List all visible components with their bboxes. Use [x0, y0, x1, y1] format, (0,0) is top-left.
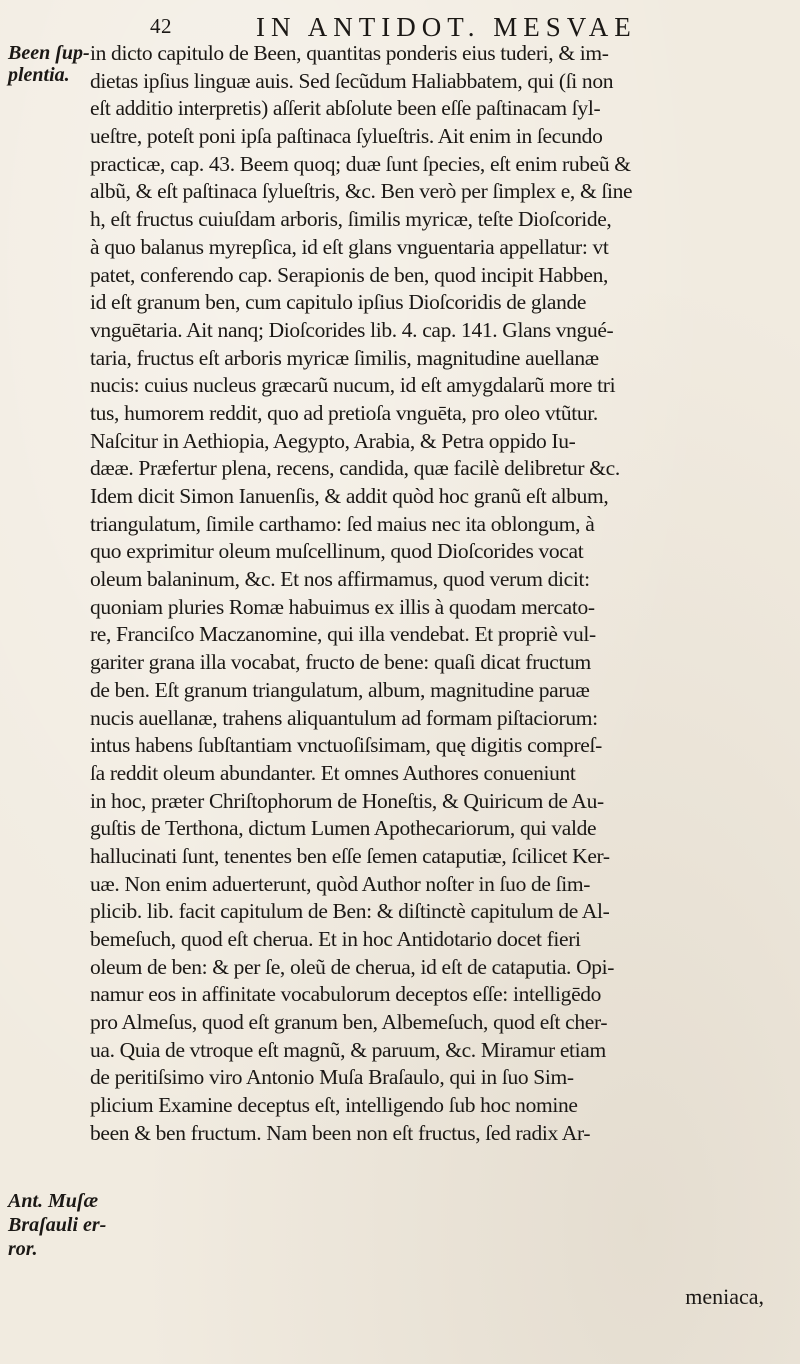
margin-note-musa-error-1: Ant. Muſæ [8, 1190, 99, 1212]
text-line: in dicto capitulo de Been, quantitas ponderis eius tuderi, & im- [90, 41, 609, 65]
text-line: bemeſuch, quod eſt cherua. Et in hoc Antidotario docet fieri [90, 927, 581, 951]
running-title: IN ANTIDOT. MESVAE [256, 12, 637, 42]
page-number: 42 [150, 14, 172, 38]
text-line: nucis auellanæ, trahens aliquantulum ad formam piſtaciorum: [90, 705, 598, 730]
text-line: id eſt granum ben, cum capitulo ipſius Dioſcoridis de glande [90, 290, 587, 315]
catchword: meniaca, [685, 1284, 764, 1309]
text-line: uæ. Non enim aduerterunt, quòd Author noſter in ſuo de ſim- [90, 871, 591, 896]
text-line: practicæ, cap. 43. Beem quoq; duæ ſunt ſpecies, eſt enim rubeũ & [90, 151, 631, 176]
margin-note-been-supplentia-2: plentia. [8, 64, 70, 86]
text-line: triangulatum, ſimile carthamo: ſed maius nec ita oblongum, à [90, 511, 595, 536]
text-line: Idem dicit Simon Ianuenſis, & addit quòd hoc granũ eſt album, [90, 484, 609, 508]
text-line: pro Almeſus, quod eſt granum ben, Albemeſuch, quod eſt cher- [90, 1010, 608, 1035]
text-line: nucis: cuius nucleus græcarũ nucum, id eſt amygdalarũ more tri [90, 373, 616, 398]
text-line: oleum balaninum, &c. Et nos affirmamus, quod verum dicit: [90, 567, 590, 592]
text-line: tus, humorem reddit, quo ad pretioſa vnguēta, pro oleo vtũtur. [90, 400, 598, 425]
text-line: dææ. Præfertur plena, recens, candida, quæ facilè delibretur &c. [90, 456, 620, 481]
text-line: taria, fructus eſt arboris myricæ ſimilis, magnitudine auellanæ [90, 345, 599, 370]
text-line: Naſcitur in Aethiopia, Aegypto, Arabia, & Petra oppido Iu- [90, 428, 576, 453]
text-line: vnguētaria. Ait nanq; Dioſcorides lib. 4. cap. 141. Glans vngué- [90, 317, 614, 342]
text-line: à quo balanus myrepſica, id eſt glans vnguentaria appellatur: vt [90, 234, 609, 259]
text-line: dietas ipſius linguæ auis. Sed ſecũdum Haliabbatem, qui (ſi non [90, 68, 614, 93]
text-line: ua. Quia de vtroque eſt magnũ, & paruum, &c. Miramur etiam [90, 1037, 606, 1062]
text-line: hallucinati ſunt, tenentes ben eſſe ſemen cataputiæ, ſcilicet Ker- [90, 843, 610, 868]
text-line: intus habens ſubſtantiam vnctuoſiſsimam, quę digitis compreſ- [90, 733, 602, 758]
text-line: h, eſt fructus cuiuſdam arboris, ſimilis myricæ, teſte Dioſcoride, [90, 207, 612, 232]
text-line: albũ, & eſt paſtinaca ſylueſtris, &c. Ben verò per ſimplex e, & ſine [90, 179, 633, 204]
running-head [0, 6, 800, 42]
text-line: ueſtre, poteſt poni ipſa paſtinaca ſylueſtris. Ait enim in ſecundo [90, 124, 603, 149]
text-line: de peritiſsimo viro Antonio Muſa Braſaulo, qui in ſuo Sim- [90, 1065, 574, 1090]
margin-note-musa-error-2: Braſauli er- [8, 1214, 107, 1236]
text-line: eſt additio interpretis) aſſerit abſolute been eſſe paſtinacam ſyl- [90, 96, 601, 121]
text-line: in hoc, præter Chriſtophorum de Honeſtis, & Quiricum de Au- [90, 788, 604, 813]
margin-note-musa-error-3: ror. [8, 1238, 38, 1260]
text-line: gariter grana illa vocabat, fructo de bene: quaſi dicat fructum [90, 650, 591, 675]
text-line: been & ben fructum. Nam been non eſt fructus, ſed radix Ar- [90, 1120, 591, 1145]
text-line: quo exprimitur oleum muſcellinum, quod Dioſcorides vocat [90, 539, 584, 564]
text-line: namur eos in affinitate vocabulorum deceptos eſſe: intelligēdo [90, 982, 602, 1007]
text-line: guſtis de Terthona, dictum Lumen Apothecariorum, qui valde [90, 816, 597, 841]
margin-note-been-supplentia-1: Been ſup- [8, 42, 90, 64]
text-line [90, 1148, 780, 1176]
text-line: oleum de ben: & per ſe, oleũ de cherua, id eſt de cataputia. Opi- [90, 954, 615, 979]
text-line: de ben. Eſt granum triangulatum, album, magnitudine paruæ [90, 677, 590, 702]
text-line: patet, conferendo cap. Serapionis de ben, quod incipit Habben, [90, 262, 609, 287]
text-line: plicib. lib. facit capitulum de Ben: & diſtinctè capitulum de Al- [90, 899, 610, 924]
text-line: ſa reddit oleum abundanter. Et omnes Authores conueniunt [90, 760, 576, 785]
text-line: plicium Examine deceptus eſt, intelligendo ſub hoc nomine [90, 1093, 578, 1118]
text-line: re, Franciſco Maczanomine, qui illa vendebat. Et propriè vul- [90, 622, 596, 647]
body-text [90, 40, 780, 1175]
margin-notes [0, 0, 107, 1364]
text-line: quoniam pluries Romæ habuimus ex illis à quodam mercato- [90, 594, 595, 619]
